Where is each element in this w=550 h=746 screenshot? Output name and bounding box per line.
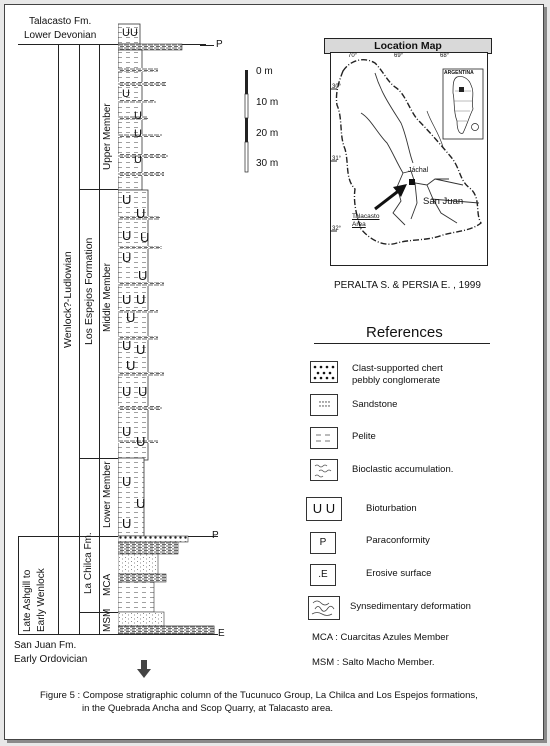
bioturbation-mark: U bbox=[134, 128, 142, 140]
scale-label-10: 10 m bbox=[256, 97, 279, 108]
member-lower-label: Lower Member bbox=[102, 461, 113, 528]
legend-bioclastic-swatch bbox=[310, 459, 338, 481]
legend-sandstone-label: Sandstone bbox=[352, 399, 398, 410]
figure-caption-line-1: Figure 5 : Compose stratigraphic column of the Tucunuco Group, La Chilca and Los Espejos formations, bbox=[40, 690, 478, 701]
scale-label-20: 20 m bbox=[256, 128, 279, 139]
bioturbation-mark: U bbox=[136, 434, 146, 449]
inset-label: ARGENTINA bbox=[444, 70, 474, 76]
member-boundary-mca-msm bbox=[79, 612, 119, 613]
lat-tick-30: 30° bbox=[332, 84, 342, 90]
references-title: References bbox=[366, 324, 443, 341]
bioturbation-mark: U bbox=[140, 230, 150, 245]
references-rule bbox=[314, 343, 490, 344]
place-talacasto-2: Area bbox=[352, 221, 366, 228]
divider-member bbox=[99, 44, 100, 634]
scale-label-0: 0 m bbox=[256, 66, 273, 77]
legend-erosive-swatch: .E bbox=[310, 564, 336, 586]
lon-tick-70: 70° bbox=[348, 53, 358, 59]
legend-deformation-label: Synsedimentary deformation bbox=[350, 601, 471, 612]
bioturbation-mark: U bbox=[134, 154, 142, 166]
lat-tick-31: 31° bbox=[332, 156, 342, 162]
bioturbation-mark: U bbox=[122, 516, 132, 531]
scale-bar-graphic bbox=[242, 70, 252, 176]
bioturbation-mark: U bbox=[122, 474, 132, 489]
map-title: Location Map bbox=[324, 38, 492, 54]
member-msm-label: MSM bbox=[102, 608, 113, 632]
legend-paraconformity-swatch: P bbox=[310, 532, 336, 554]
divider-age bbox=[58, 44, 59, 634]
bioturbation-mark: U bbox=[122, 27, 130, 39]
bioturbation-mark: U bbox=[138, 384, 148, 399]
bioturbation-mark: U bbox=[122, 250, 132, 265]
bottom-unit-label: San Juan Fm. bbox=[14, 640, 77, 651]
bioturbation-mark: U bbox=[136, 206, 146, 221]
paraconformity-marker-lower: P bbox=[212, 530, 219, 541]
lat-tick-32: 32° bbox=[332, 226, 342, 232]
map-frame bbox=[330, 52, 488, 266]
member-mca-label: MCA bbox=[102, 573, 113, 596]
formation-upper-label: Los Espejos Formation bbox=[83, 237, 95, 345]
bioturbation-mark: U bbox=[134, 110, 142, 122]
bioturbation-mark: U bbox=[138, 268, 148, 283]
erosive-marker: E bbox=[218, 628, 225, 639]
lon-tick-69: 69° bbox=[394, 53, 404, 59]
place-jachal: Jáchal bbox=[408, 167, 429, 174]
map-credit: PERALTA S. & PERSIA E. , 1999 bbox=[334, 280, 481, 291]
bioturbation-mark: U bbox=[136, 342, 146, 357]
bioturbation-mark: U bbox=[122, 88, 130, 100]
bioturbation-mark: U bbox=[122, 424, 132, 439]
bioturbation-mark: U bbox=[122, 338, 132, 353]
legend-bioclastic-label: Bioclastic accumulation. bbox=[352, 464, 454, 475]
legend-bioturbation-label: Bioturbation bbox=[366, 503, 417, 514]
legend-paraconformity-label: Paraconformity bbox=[366, 535, 430, 546]
member-middle-label: Middle Member bbox=[102, 263, 113, 332]
bioturbation-mark: U bbox=[126, 310, 136, 325]
legend-pelite-label: Pelite bbox=[352, 431, 376, 442]
bioturbation-mark: U bbox=[136, 496, 146, 511]
legend-sandstone-swatch bbox=[310, 394, 338, 416]
legend-erosive-label: Erosive surface bbox=[366, 568, 432, 579]
age-lower-label-1: Late Ashgill to bbox=[22, 569, 33, 632]
map-graphic bbox=[331, 53, 487, 265]
scale-label-30: 30 m bbox=[256, 158, 279, 169]
paraconformity-marker-upper: P bbox=[216, 39, 223, 50]
legend-deformation-swatch bbox=[308, 596, 340, 620]
bioturbation-mark: U bbox=[130, 27, 138, 39]
figure-caption-line-2: in the Quebrada Ancha and Scop Quarry, at Talacasto area. bbox=[82, 703, 334, 714]
top-age-label: Lower Devonian bbox=[24, 30, 97, 41]
bioturbation-mark: U bbox=[122, 192, 132, 207]
member-boundary-middle bbox=[79, 458, 119, 459]
age-upper-label: Wenlock?-Ludlowian bbox=[62, 251, 74, 348]
lon-tick-68: 68° bbox=[440, 53, 450, 59]
age-lower-label-2: Early Wenlock bbox=[36, 568, 47, 632]
divider-left-lower bbox=[18, 536, 19, 634]
legend-bioturbation-swatch: U U bbox=[306, 497, 342, 521]
bioturbation-mark: U bbox=[122, 228, 132, 243]
legend-msm-definition: MSM : Salto Macho Member. bbox=[312, 657, 435, 668]
bioturbation-mark: U bbox=[122, 384, 132, 399]
divider-formation bbox=[79, 44, 80, 634]
bioturbation-mark: U bbox=[122, 292, 132, 307]
formation-lower-label: La Chilca Fm. bbox=[83, 532, 94, 594]
bioturbation-mark: U bbox=[136, 292, 146, 307]
legend-mca-definition: MCA : Cuarcitas Azules Member bbox=[312, 632, 449, 643]
bottom-age-label: Early Ordovician bbox=[14, 654, 88, 665]
place-talacasto-1: Talacasto bbox=[352, 213, 380, 220]
bioturbation-mark: U bbox=[126, 358, 136, 373]
legend-conglomerate-label-1: Clast-supported chert bbox=[352, 363, 443, 374]
arrow-down-icon bbox=[136, 660, 152, 680]
member-upper-label: Upper Member bbox=[102, 103, 113, 170]
place-sanjuan: San Juan bbox=[423, 196, 464, 207]
legend-conglomerate-swatch bbox=[310, 361, 338, 383]
member-boundary-upper bbox=[79, 189, 119, 190]
top-unit-label: Talacasto Fm. bbox=[29, 16, 92, 27]
legend-pelite-swatch bbox=[310, 427, 338, 449]
legend-conglomerate-label-2: pebbly conglomerate bbox=[352, 375, 441, 386]
paraconformity-tick-upper bbox=[200, 45, 214, 46]
